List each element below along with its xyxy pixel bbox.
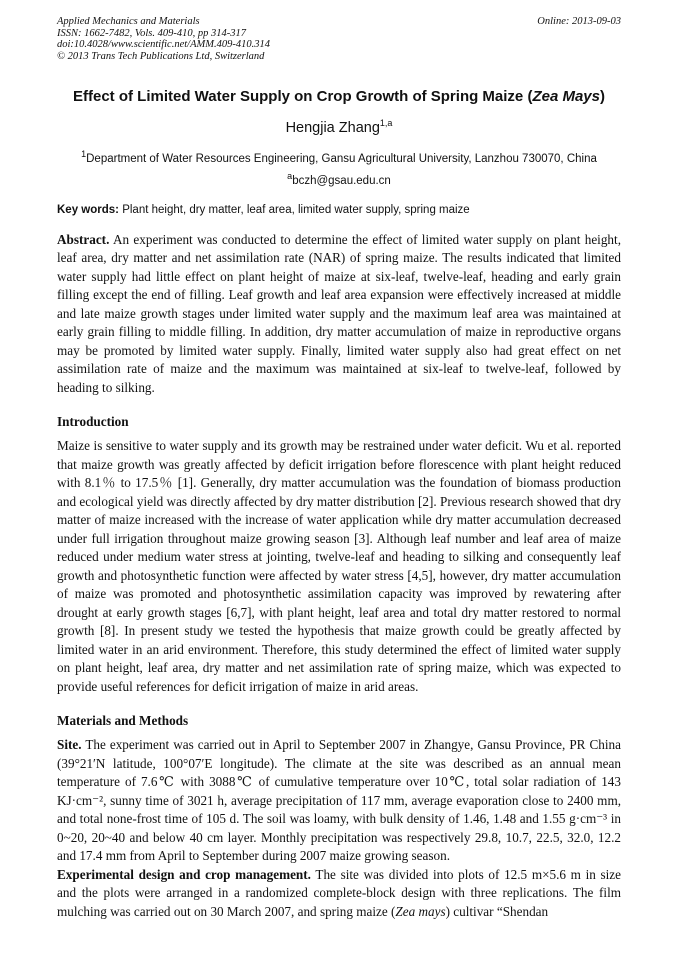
author-superscript: 1,a: [379, 118, 393, 129]
copyright-line: © 2013 Trans Tech Publications Ltd, Switzerland: [57, 50, 265, 62]
site-label: Site.: [57, 737, 82, 753]
author-name: Hengjia Zhang: [285, 120, 380, 137]
author-email: [57, 169, 621, 188]
journal-header-left: [57, 16, 270, 62]
section-introduction-heading: Introduction: [57, 414, 129, 430]
doi-line: doi:10.4028/www.scientific.net/AMM.409-410.314: [57, 39, 270, 51]
affiliation-superscript: 1: [81, 149, 87, 160]
journal-header: [57, 16, 621, 62]
email-superscript: a: [287, 171, 293, 182]
section-materials-heading: Materials and Methods: [57, 713, 189, 729]
experimental-design-label: Experimental design and crop management.: [57, 866, 311, 882]
species-name-body-italic: Zea mays: [395, 903, 446, 919]
keywords-label: Key words:: [57, 203, 119, 216]
email-address: bczh@gsau.edu.cn: [292, 174, 391, 187]
experimental-design-text: The site was divided into plots of 12.5 m×5.6 m in size and the plots were arranged in a randomized complete-block design with three replications. The film mulching was carried out on 30 March 2007, and spring maize (: [57, 866, 622, 919]
abstract-text: An experiment was conducted to determine the effect of limited water supply on plant height, leaf area, dry matter and net assimilation rate (NAR) of spring maize. The results indicated that limited water supply had little effect on plant height of maize at six-leaf, twelve-leaf, heading and early grain filling except the end of filling. Leaf growth and leaf area expansion were effectively increased at middle and late maize growth stages under limited water supply and the maximum leaf area was maintained at early grain filling to middle filling. In addition, dry matter accumulation of maize in reproductive organs may be promoted by limited water supply. Finally, limited water supply also had great effect on net assimilation rate of maize and the maximum was maintained at six-leaf to twelve-leaf, followed by heading to silking.: [57, 231, 621, 395]
abstract-label: Abstract.: [57, 231, 110, 247]
journal-name: Applied Mechanics and Materials: [57, 16, 200, 27]
keywords-text: Plant height, dry matter, leaf area, limited water supply, spring maize: [122, 203, 470, 216]
online-date: Online: 2013-09-03: [537, 16, 621, 27]
affiliation-text: Department of Water Resources Engineering, Gansu Agricultural University, Lanzhou 730070, China: [86, 153, 597, 166]
introduction-paragraph: Maize is sensitive to water supply and its growth may be restrained under water deficit. Wu et al. reported that maize growth was greatly affected by deficit irrigation before florescence with plant height reduced with 8.1％ to 17.5％ [1]. Generally, dry matter accumulation was the foundation of biomass production and ecological yield was directly affected by dry matter distribution [2]. Previous research showed that dry matter of maize increased with the increase of water application while dry matter accumulation decreased under full irrigation throughout maize growing season [3]. Although leaf number and leaf area of maize reduced under medium water stress at jointing, twelve-leaf and heading to silking and consequently leaf growth and photosynthetic function were affected by water stress [4,5], however, dry matter accumulation of maize was promoted and photosynthetic assimilation capacity was improved by rewatering after drought at early growth stages [6,7], with plant height, leaf area and total dry matter restored to normal growth [8]. In present study we tested the hypothesis that maize growth could be greatly affected by limited water in an arid environment. Therefore, this study determined the effect of limited water supply on plant height, leaf area, dry matter and net assimilation rate of spring maize, which was expected to provide useful references for deficit irrigation of maize in arid areas.: [57, 438, 621, 694]
experimental-design-paragraph: [57, 866, 621, 922]
keywords-line: [57, 203, 621, 218]
paper-title: [57, 87, 621, 106]
paper-title-text: Effect of Limited Water Supply on Crop Growth of Spring Maize (: [73, 88, 533, 106]
issn-line: ISSN: 1662-7482, Vols. 409-410, pp 314-317: [57, 27, 246, 39]
site-text: The experiment was carried out in April to September 2007 in Zhangye, Gansu Province, PR China (39°21′N latitude, 100°07′E longitude). The climate at the site was described as an annual mean temperature of 7.6℃ with 3088℃ of cumulative temperature over 10℃, total solar radiation of 143 KJ·cm⁻², sunny time of 3021 h, average precipitation of 117 mm, average evaporation close to 2400 mm, and total none-frost time of 105 d. The soil was loamy, with bulk density of 1.46, 1.48 and 1.55 g·cm⁻³ in 0~20, 20~40 and below 40 cm layer. Monthly precipitation was respectively 29.8, 10.7, 22.5, 32.0, 12.2 and 17.4 mm from April to September during 2007 maize growing season.: [57, 737, 621, 864]
paper-title-suffix: ): [600, 88, 605, 106]
author-line: [57, 114, 621, 137]
abstract-paragraph: [57, 231, 621, 398]
species-name-title-italic: Zea Mays: [532, 88, 600, 106]
site-paragraph: [57, 736, 621, 866]
affiliation: [57, 147, 621, 166]
experimental-design-text-after: ) cultivar “Shendan: [445, 903, 549, 919]
